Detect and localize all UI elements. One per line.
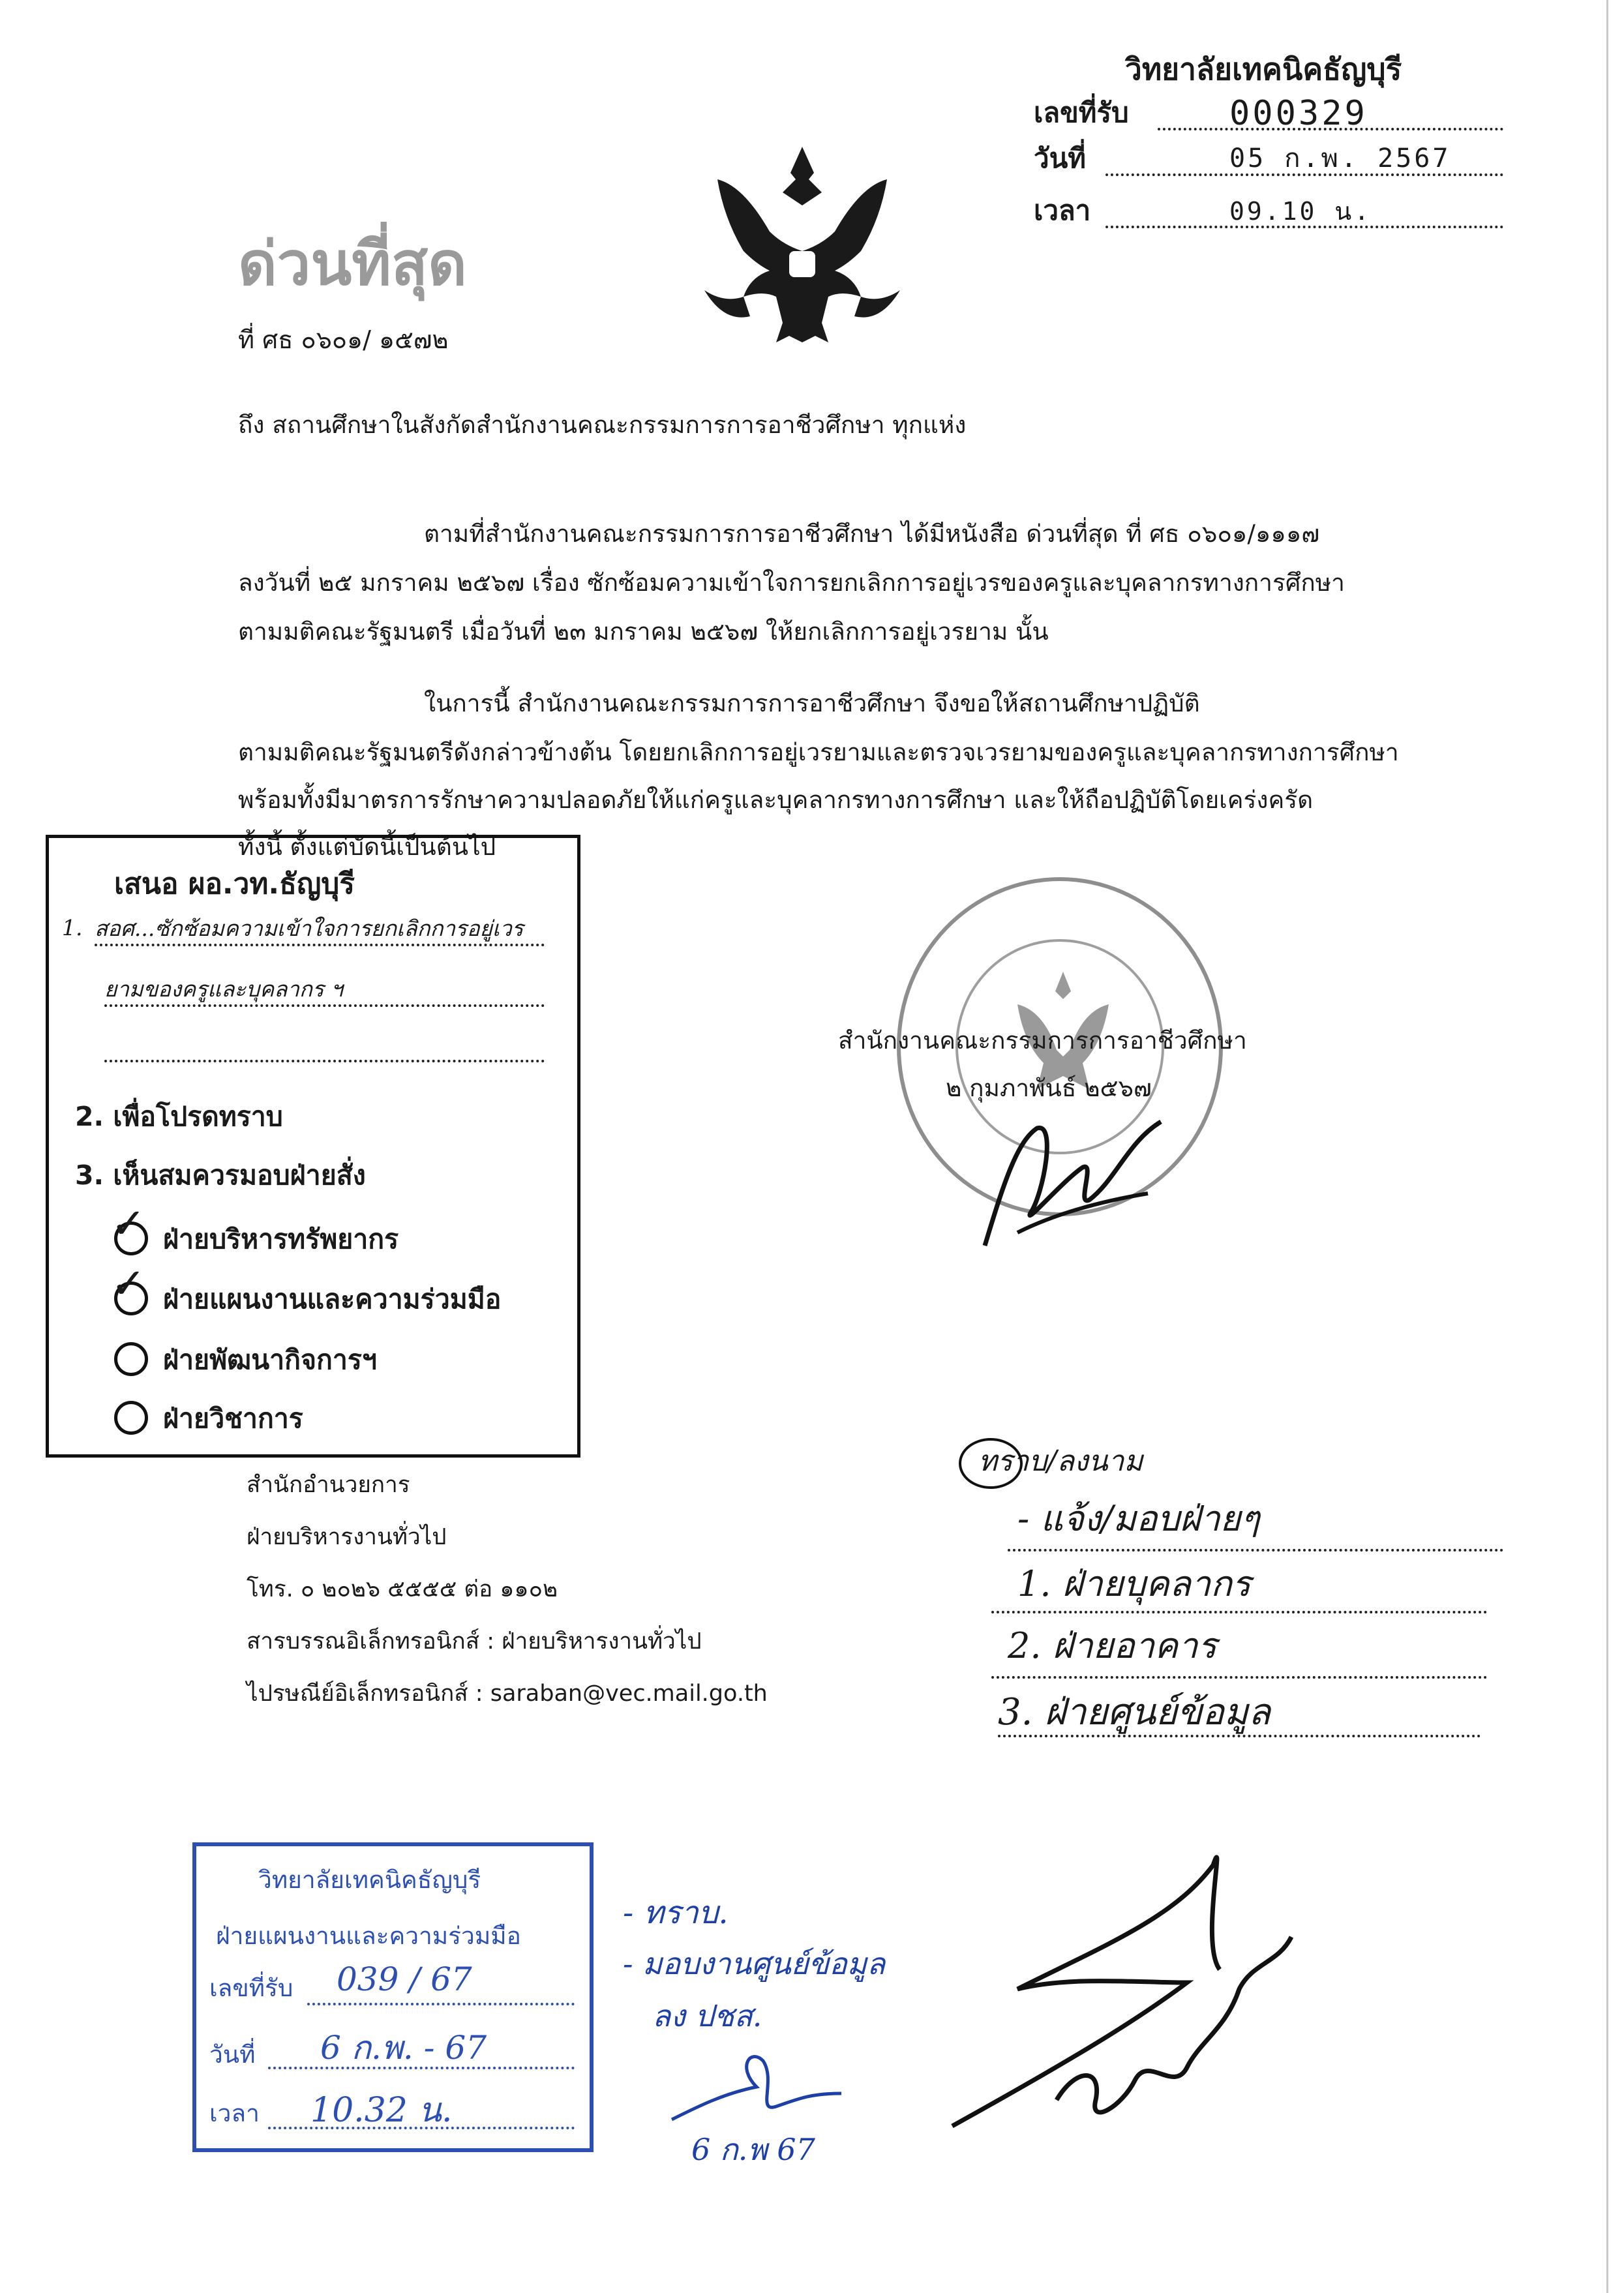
stamp-college: วิทยาลัยเทคนิคธัญบุรี [258, 1866, 481, 1894]
garuda-emblem-icon [678, 140, 926, 355]
para1-line1: ตามที่สำนักงานคณะกรรมการการอาชีวศึกษา ได้มีหนังสือ ด่วนที่สุด ที่ ศธ ๐๖๐๑/๑๑๑๗ [424, 520, 1320, 548]
ack-line1: - แจ้ง/มอบฝ่ายๆ [1017, 1498, 1260, 1539]
issuer: สำนักงานคณะกรรมการการอาชีวศึกษา [838, 1027, 1247, 1055]
blue-note-date: 6 ก.พ 67 [691, 2132, 815, 2167]
issue-date: ๒ กุมภาพันธ์ ๒๕๖๗ [946, 1074, 1152, 1102]
option-planning: ฝ่ายแผนงานและความร่วมมือ [163, 1283, 502, 1315]
option-resources: ฝ่ายบริหารทรัพยากร [163, 1223, 399, 1255]
stamp-date-value: 6 ก.พ. - 67 [320, 2029, 487, 2067]
proposal-title: เสนอ ผอ.วท.ธัญบุรี [114, 867, 355, 901]
director-signature [939, 1787, 1474, 2152]
recipient-line: ถึง สถานศึกษาในสังกัดสำนักงานคณะกรรมการการอาชีวศึกษา ทุกแห่ง [238, 411, 967, 439]
para2-line3: พร้อมทั้งมีมาตรการรักษาความปลอดภัยให้แก่ครูและบุคลากรทางการศึกษา และให้ถือปฏิบัติโดยเคร่งครัด [238, 786, 1314, 814]
dotted-line [1008, 1549, 1503, 1551]
proposal-item3: 3. เห็นสมควรมอบฝ่ายสั่ง [75, 1160, 366, 1191]
blue-note-line3: ลง ปชส. [652, 1998, 762, 2033]
stamp-time-label: เวลา [209, 2099, 260, 2127]
dotted-line [998, 1735, 1481, 1737]
ack-circle [959, 1438, 1023, 1489]
receipt-number-value: 000329 [1229, 94, 1368, 133]
dotted-line [104, 1004, 545, 1007]
option-academic: ฝ่ายวิชาการ [163, 1403, 303, 1434]
checkmark-icon: ✓ [111, 1260, 146, 1308]
footer-phone: โทร. ๐ ๒๐๒๖ ๕๕๕๕ ต่อ ๑๑๐๒ [247, 1576, 558, 1602]
doc-number: ที่ ศธ ๐๖๐๑/ ๑๕๗๒ [238, 325, 449, 354]
option-development: ฝ่ายพัฒนากิจการฯ [163, 1344, 377, 1375]
department-receipt-stamp [192, 1842, 594, 2152]
dotted-line [307, 2003, 575, 2005]
receipt-time-value: 09.10 น. [1229, 197, 1372, 226]
dotted-line [991, 1611, 1487, 1613]
ack-title: ทราบ/ลงนาม [978, 1445, 1143, 1478]
issuer-signature [965, 1102, 1180, 1259]
proposal-item2: 2. เพื่อโปรดทราบ [75, 1101, 283, 1132]
page-edge-line [1606, 0, 1608, 2293]
receipt-time-row [1034, 189, 1503, 232]
checkmark-icon: ✓ [111, 1200, 146, 1248]
option-circle-icon [114, 1342, 148, 1376]
ack-line2: 1. ฝ่ายบุคลากร [1017, 1563, 1251, 1604]
dotted-line [991, 1676, 1487, 1679]
stamp-date-label: วันที่ [209, 2041, 256, 2069]
footer-saraban: สารบรรณอิเล็กทรอนิกส์ : ฝ่ายบริหารงานทั่วไป [247, 1628, 702, 1655]
blue-note-line1: - ทราบ. [623, 1895, 729, 1931]
receipt-date-value: 05 ก.พ. 2567 [1229, 143, 1451, 173]
option-circle-icon [114, 1401, 148, 1435]
footer-email: ไปรษณีย์อิเล็กทรอนิกส์ : saraban@vec.mail.go.th [247, 1681, 768, 1707]
proposal-item1-line1: สอศ...ซักซ้อมความเข้าใจการยกเลิกการอยู่เวร [95, 916, 524, 941]
footer-dept: ฝ่ายบริหารงานทั่วไป [247, 1524, 447, 1550]
stamp-number-label: เลขที่รับ [209, 1974, 293, 2002]
stamp-time-value: 10.32 น. [310, 2091, 453, 2130]
ack-line4: 3. ฝ่ายศูนย์ข้อมูล [998, 1691, 1271, 1733]
para1-line2: ลงวันที่ ๒๕ มกราคม ๒๕๖๗ เรื่อง ซักซ้อมความเข้าใจการยกเลิกการอยู่เวรของครูและบุคลากรทางการศึกษา [238, 569, 1345, 597]
footer-office: สำนักอำนวยการ [247, 1472, 410, 1498]
stamp-number-value: 039 / 67 [337, 1960, 472, 1998]
receipt-number-row [1034, 91, 1503, 134]
blue-signature [659, 2041, 854, 2139]
urgency-label: ด่วนที่สุด [238, 229, 467, 299]
para2-line2: ตามมติคณะรัฐมนตรีดังกล่าวข้างต้น โดยยกเลิกการอยู่เวรยามและตรวจเวรยามของครูและบุคลากรทางการศึกษา [238, 738, 1399, 766]
blue-note-line2: - มอบงานศูนย์ข้อมูล [623, 1946, 886, 1981]
para1-line3: ตามมติคณะรัฐมนตรี เมื่อวันที่ ๒๓ มกราคม ๒๕๖๗ ให้ยกเลิกการอยู่เวรยาม นั้น [238, 618, 1049, 646]
receipt-time-label: เวลา [1034, 194, 1091, 226]
dotted-line [104, 1060, 545, 1062]
receipt-number-label: เลขที่รับ [1034, 97, 1129, 128]
receipt-college: วิทยาลัยเทคนิคธัญบุรี [1125, 52, 1402, 87]
proposal-item1-line2: ยามของครูและบุคลากร ฯ [104, 976, 343, 1002]
receipt-date-label: วันที่ [1034, 142, 1086, 174]
para2-line4: ทั้งนี้ ตั้งแต่บัดนี้เป็นต้นไป [238, 833, 496, 861]
dotted-line [95, 944, 545, 946]
ack-line3: 2. ฝ่ายอาคาร [1008, 1625, 1217, 1666]
receipt-date-row [1034, 137, 1503, 180]
para2-line1: ในการนี้ สำนักงานคณะกรรมการการอาชีวศึกษา จึงขอให้สถานศึกษาปฏิบัติ [424, 689, 1200, 717]
proposal-item1-prefix: 1. [62, 915, 83, 940]
stamp-dept: ฝ่ายแผนงานและความร่วมมือ [216, 1922, 521, 1950]
proposal-box [46, 835, 580, 1458]
